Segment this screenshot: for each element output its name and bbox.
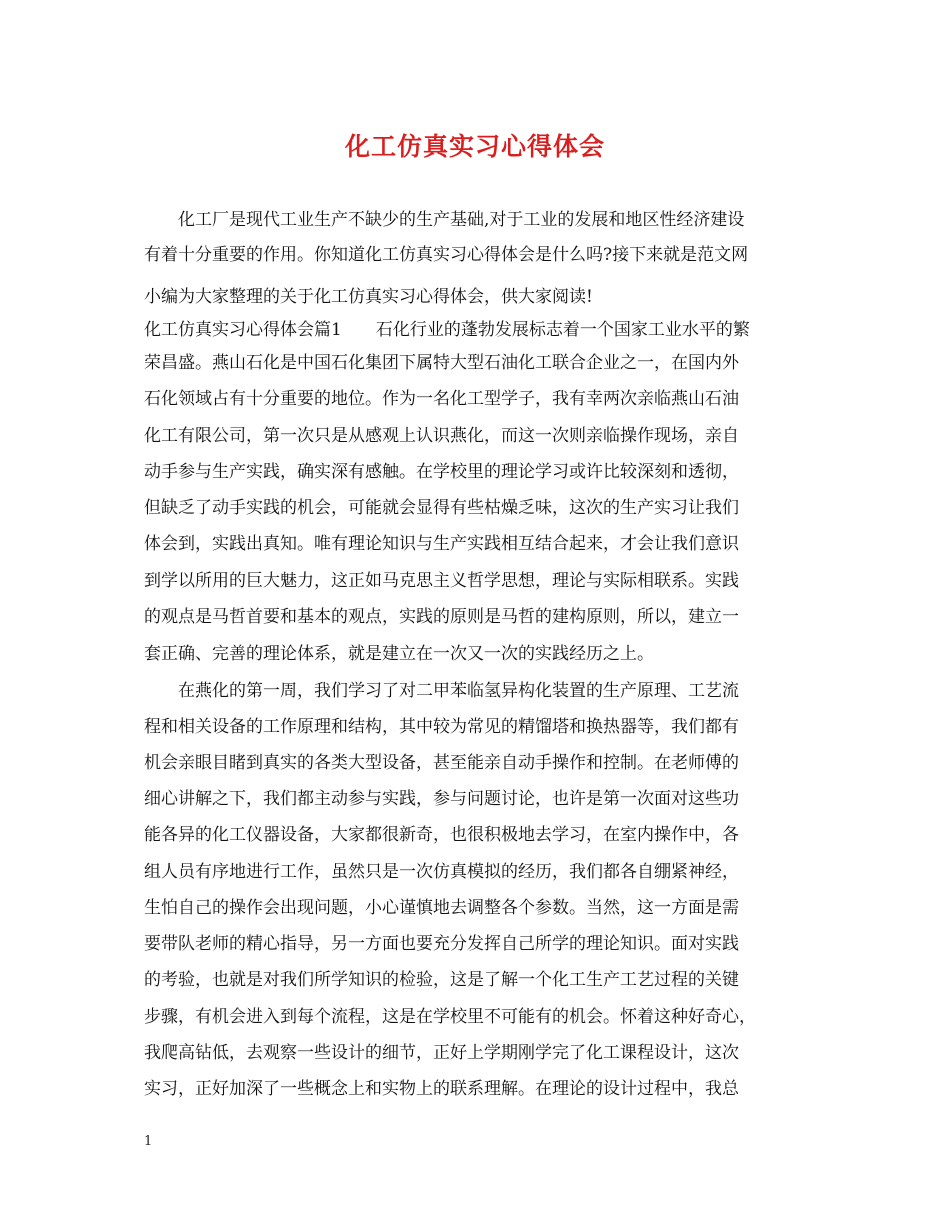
- body-line-8: 动手参与生产实践，确实深有感触。在学校里的理论学习或许比较深刻和透彻，: [144, 462, 739, 482]
- body-line-9: 但缺乏了动手实践的机会，可能就会显得有些枯燥乏味，这次的生产实习让我们: [144, 498, 739, 518]
- body-line-23: 步骤，有机会进入到每个流程，这是在学校里不可能有的机会。怀着这种好奇心，: [144, 1007, 756, 1027]
- body-line-19: 组人员有序地进行工作，虽然只是一次仿真模拟的经历，我们都各自绷紧神经，: [144, 862, 739, 882]
- body-line-4: 化工仿真实习心得体会篇1 石化行业的蓬勃发展标志着一个国家工业水平的繁: [144, 320, 750, 340]
- body-line-5: 荣昌盛。燕山石化是中国石化集团下属特大型石油化工联合企业之一，在国内外: [144, 353, 739, 373]
- body-line-12: 的观点是马哲首要和基本的观点，实践的原则是马哲的建构原则，所以，建立一: [144, 607, 739, 627]
- document-title: 化工仿真实习心得体会: [344, 132, 605, 161]
- body-line-24: 我爬高钻低，去观察一些设计的细节，正好上学期刚学完了化工课程设计，这次: [144, 1043, 739, 1063]
- page-number: 1: [144, 1134, 153, 1149]
- body-line-6: 石化领域占有十分重要的地位。作为一名化工型学子，我有幸两次亲临燕山石油: [144, 389, 739, 409]
- body-line-17: 细心讲解之下，我们都主动参与实践，参与问题讨论，也许是第一次面对这些功: [144, 789, 739, 809]
- body-line-14: 在燕化的第一周，我们学习了对二甲苯临氢异构化装置的生产原理、工艺流: [178, 681, 739, 701]
- body-line-2: 有着十分重要的作用。你知道化工仿真实习心得体会是什么吗?接下来就是范文网: [144, 245, 749, 265]
- body-line-20: 生怕自己的操作会出现问题，小心谨慎地去调整各个参数。当然，这一方面是需: [144, 898, 739, 918]
- body-line-13: 套正确、完善的理论体系，就是建立在一次又一次的实践经历之上。: [144, 644, 654, 664]
- body-line-25: 实习，正好加深了一些概念上和实物上的联系理解。在理论的设计过程中，我总: [144, 1079, 739, 1099]
- body-line-22: 的考验，也就是对我们所学知识的检验，这是了解一个化工生产工艺过程的关键: [144, 970, 739, 990]
- body-line-3: 小编为大家整理的关于化工仿真实习心得体会，供大家阅读!: [144, 287, 593, 307]
- body-line-11: 到学以所用的巨大魅力，这正如马克思主义哲学思想，理论与实际相联系。实践: [144, 571, 739, 591]
- body-line-15: 程和相关设备的工作原理和结构，其中较为常见的精馏塔和换热器等，我们都有: [144, 717, 739, 737]
- body-line-7: 化工有限公司，第一次只是从感观上认识燕化，而这一次则亲临操作现场，亲自: [144, 426, 739, 446]
- body-line-1: 化工厂是现代工业生产不缺少的生产基础,对于工业的发展和地区性经济建设: [178, 210, 745, 230]
- body-line-16: 机会亲眼目睹到真实的各类大型设备，甚至能亲自动手操作和控制。在老师傅的: [144, 753, 739, 773]
- body-line-18: 能各异的化工仪器设备，大家都很新奇，也很积极地去学习，在室内操作中，各: [144, 825, 739, 845]
- body-line-10: 体会到，实践出真知。唯有理论知识与生产实践相互结合起来，才会让我们意识: [144, 534, 739, 554]
- body-line-21: 要带队老师的精心指导，另一方面也要充分发挥自己所学的理论知识。面对实践: [144, 934, 739, 954]
